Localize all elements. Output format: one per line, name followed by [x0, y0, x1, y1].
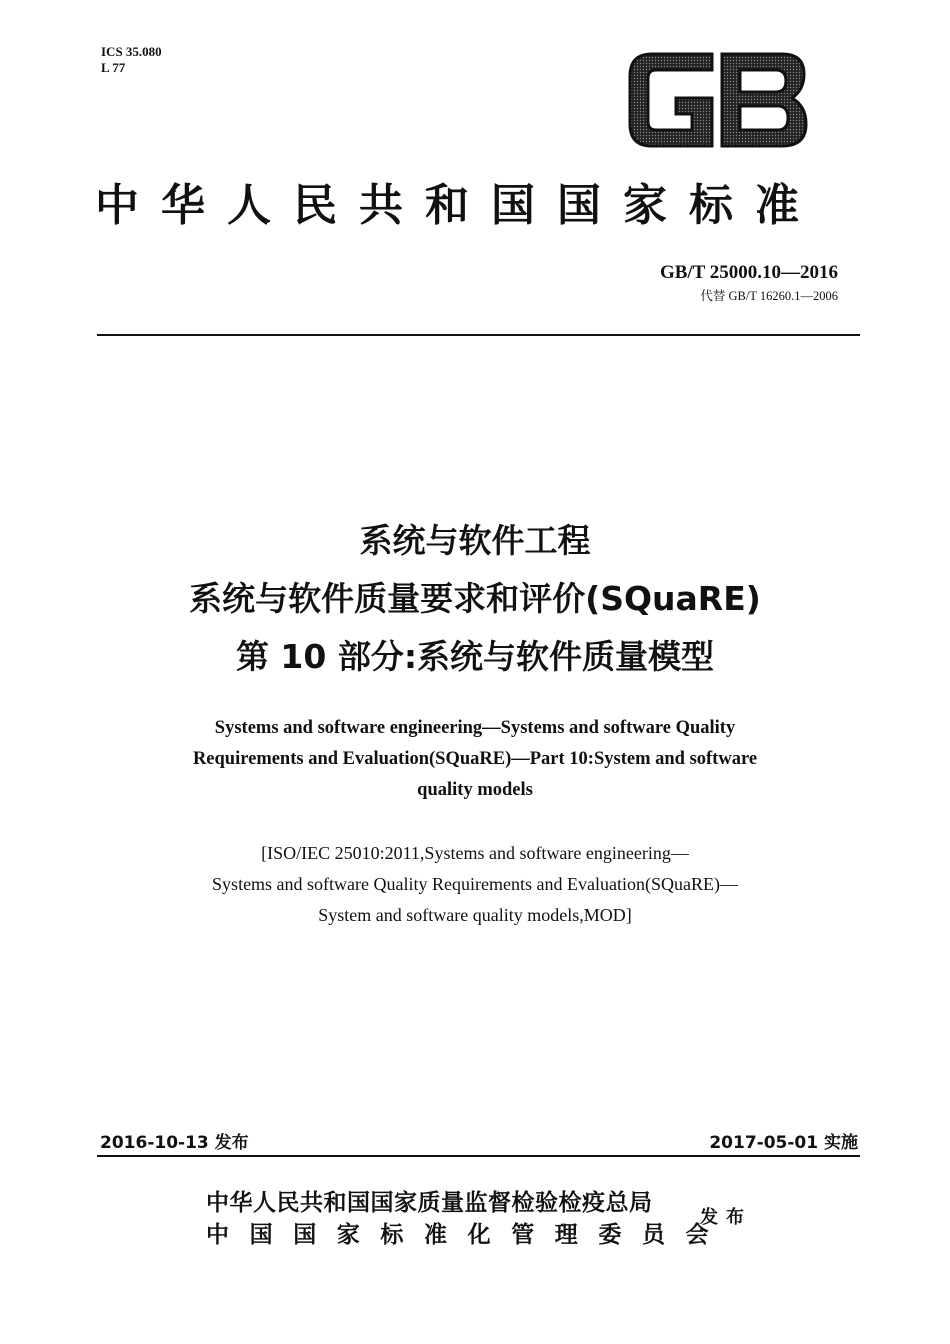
- english-title: [100, 713, 850, 806]
- issuer-line-2: 中国国家标准化管理委员会: [206, 1222, 730, 1247]
- english-title-line-1: Systems and software engineering—Systems and software Quality: [214, 718, 736, 738]
- iso-reference-line-1: [ISO/IEC 25010:2011,Systems and software engineering—: [261, 843, 689, 863]
- iso-reference-line-2: Systems and software Quality Requirements and Evaluation(SQuaRE)—: [212, 874, 738, 894]
- class-code: L 77: [101, 60, 126, 75]
- replaces-standard: 代替 GB/T 16260.1—2006: [700, 289, 838, 303]
- issuer-line-1: 中华人民共和国国家质量监督检验检疫总局: [206, 1190, 653, 1215]
- gb-logo: [624, 50, 810, 150]
- implementation-date: 2017-05-01 实施: [709, 1133, 858, 1153]
- english-title-line-2: Requirements and Evaluation(SQuaRE)—Part 10:System and software: [192, 749, 758, 769]
- iso-reference-line-3: System and software quality models,MOD]: [318, 905, 632, 925]
- publish-label: 发布: [700, 1207, 752, 1227]
- standard-category-title: 中华人民共和国国家标准: [95, 181, 821, 230]
- ics-code: ICS 35.080: [101, 44, 162, 59]
- issue-date: 2016-10-13 发布: [100, 1133, 249, 1153]
- chinese-title: [60, 512, 890, 686]
- chinese-title-line-3: 第 10 部分:系统与软件质量模型: [235, 637, 715, 676]
- iso-reference: [90, 838, 860, 931]
- standard-number: GB/T 25000.10—2016: [659, 262, 838, 283]
- classification-codes: [101, 44, 162, 76]
- chinese-title-line-1: 系统与软件工程: [359, 521, 591, 560]
- bottom-divider: [97, 1155, 860, 1157]
- top-divider: [97, 334, 860, 336]
- english-title-line-3: quality models: [417, 780, 533, 800]
- chinese-title-line-2: 系统与软件质量要求和评价(SQuaRE): [189, 579, 761, 618]
